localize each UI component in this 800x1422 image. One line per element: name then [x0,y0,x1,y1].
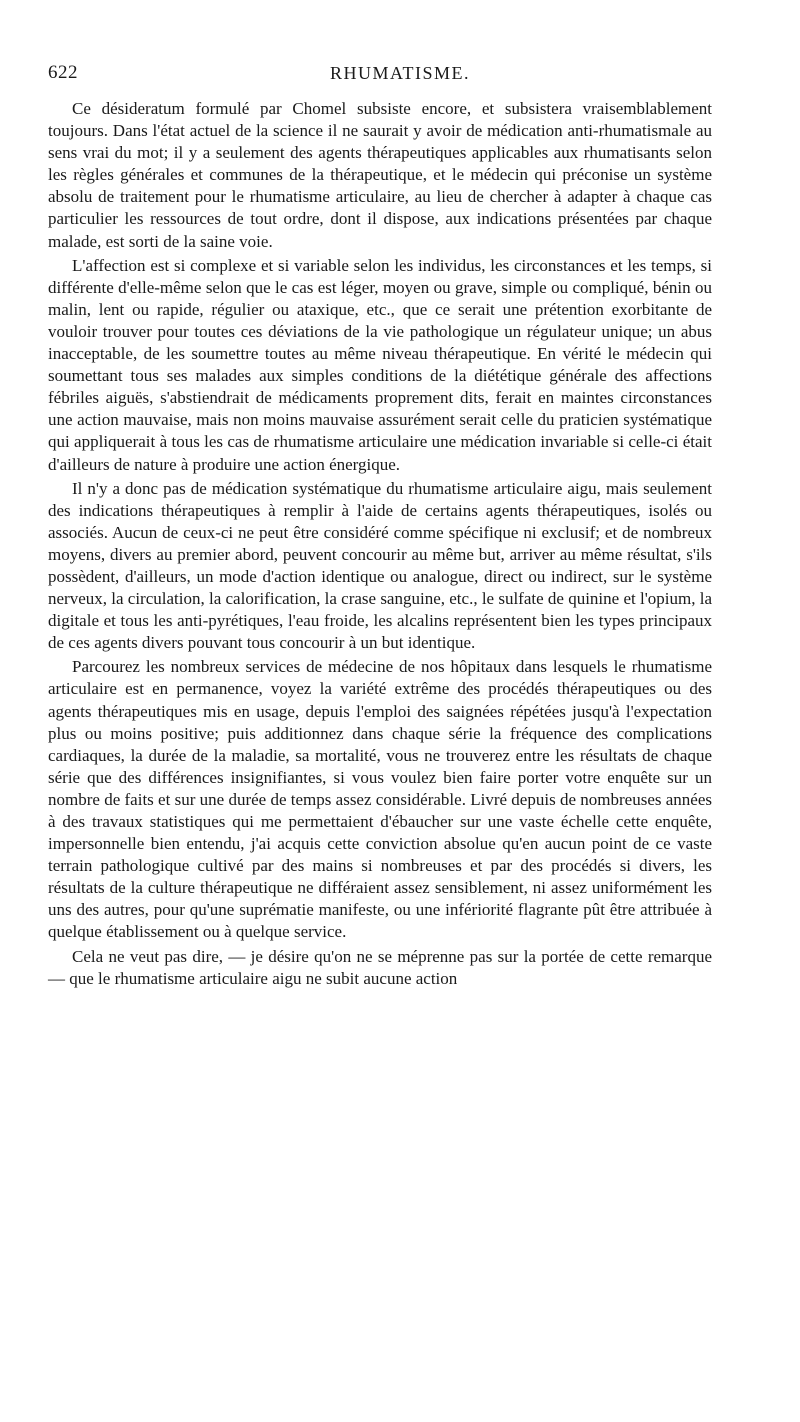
paragraph-2: L'affection est si complexe et si variable selon les individus, les circonstances et les temps, si différente d'elle-même selon que le cas est léger, moyen ou grave, simple ou compliqué, bénin ou malin, lent ou rapide, régulier ou ataxique, etc., que ce serait une prétention exorbitante de vouloir trouver pour toutes ces déviations de la vie pathologique un régulateur unique; un abus inacceptable, de les soumettre toutes au même niveau thérapeutique. En vérité le médecin qui soumettant tous ses malades aux simples conditions de la diététique générale des affections fébriles aiguës, s'abstiendrait de médicaments proprement dits, ferait en maintes circonstances une action mauvaise, mais non moins mauvaise assurément serait celle du praticien systématique qui appliquerait à tous les cas de rhumatisme articulaire une médication invariable si celle-ci était d'ailleurs de nature à produire une action énergique. [48,255,712,474]
paragraph-5: Cela ne veut pas dire, — je désire qu'on ne se méprenne pas sur la portée de cette remarque — que le rhumatisme articulaire aigu ne subit aucune action [48,946,712,988]
page-header [48,62,760,92]
paragraph-1: Ce désideratum formulé par Chomel subsiste encore, et subsistera vraisemblablement toujours. Dans l'état actuel de la science il ne saurait y avoir de médication anti-rhumatismale au sens vrai du mot; il y a seulement des agents thérapeutiques applicables aux rhumatisants selon les règles générales et communes de la thérapeutique, et le médecin qui préconise un système absolu de traitement pour le rhumatisme articulaire, au lieu de chercher à adapter à chaque cas particulier les ressources de tout ordre, dont il dispose, aux indications présentées par chaque malade, est sorti de la saine voie. [48,99,712,251]
body-text [48,98,712,992]
running-title: RHUMATISME. [330,63,471,83]
page-number: 622 [48,62,78,83]
paragraph-3: Il n'y a donc pas de médication systématique du rhumatisme articulaire aigu, mais seulement des indications thérapeutiques à remplir à l'aide de certains agents thérapeutiques, isolés ou associés. Aucun de ceux-ci ne peut être considéré comme spécifique ni exclusif; et de nombreux moyens, divers au premier abord, peuvent concourir au même but, arriver au même résultat, s'ils possèdent, d'ailleurs, un mode d'action identique ou analogue, direct ou indirect, sur le système nerveux, la circulation, la calorification, la crase sanguine, etc., le sulfate de quinine et l'opium, la digitale et tous les anti-pyrétiques, l'eau froide, les alcalins représentent bien les types principaux de ces agents divers pouvant tous concourir à un but identique. [48,478,712,653]
paragraph-4: Parcourez les nombreux services de médecine de nos hôpitaux dans lesquels le rhumatisme articulaire est en permanence, voyez la variété extrême des procédés thérapeutiques ou des agents thérapeutiques mis en usage, depuis l'emploi des saignées répétées jusqu'à l'expectation plus ou moins positive; puis additionnez dans chaque série la fréquence des complications cardiaques, la durée de la maladie, sa mortalité, vous ne trouverez entre les résultats de chaque série que des différences insignifiantes, si vous voulez bien faire porter votre enquête sur un nombre de faits et sur une durée de temps assez considérable. Livré depuis de nombreuses années à des travaux statistiques qui me permettaient d'ébaucher sur une vaste échelle cette enquête, impersonnelle bien entendu, j'ai acquis cette conviction absolue qu'en aucun point de ce vaste terrain pathologique cultivé par des mains si nombreuses et par des procédés si divers, les résultats de la culture thérapeutique ne différaient assez sensiblement, ni assez uniformément les uns des autres, pour qu'une suprématie manifeste, ou une infériorité flagrante pût être attribuée à quelque établissement ou à quelque service. [48,657,712,942]
